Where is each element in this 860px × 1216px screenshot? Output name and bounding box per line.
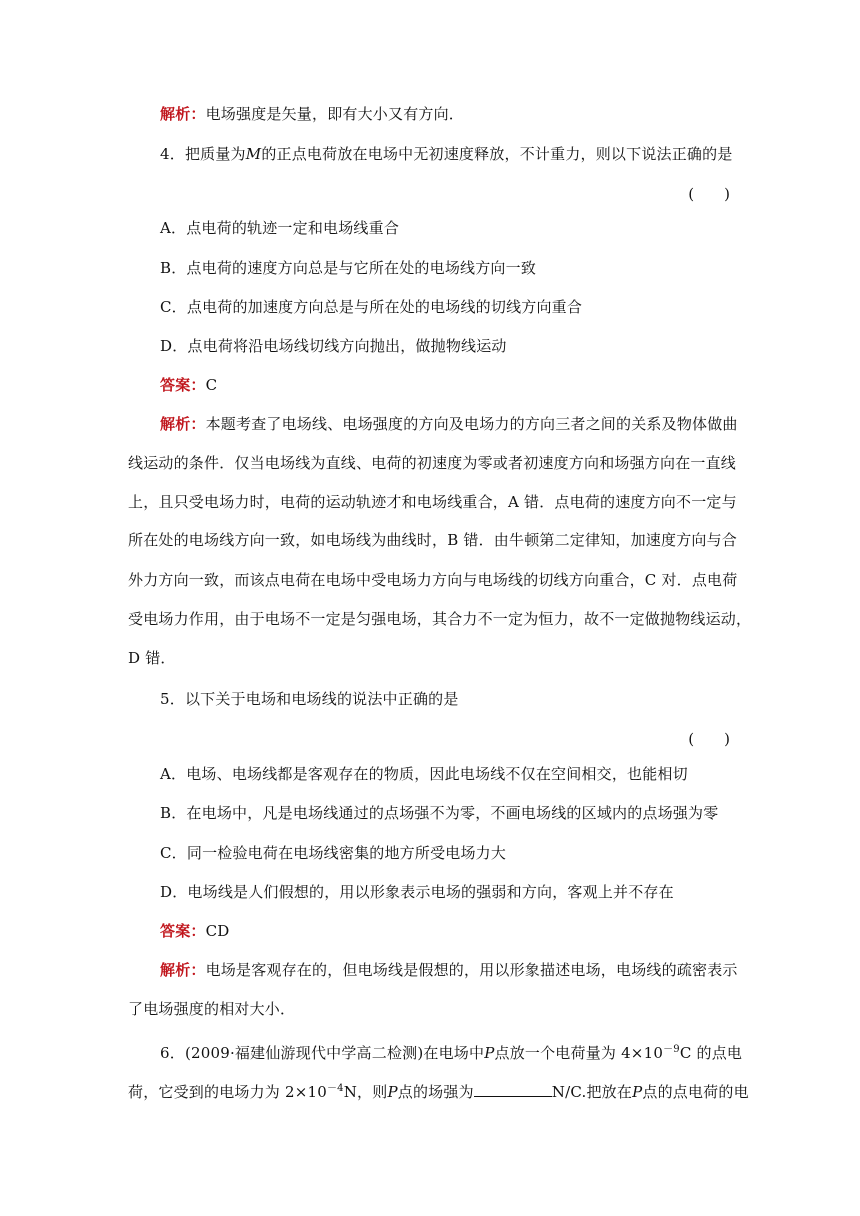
question-5: 5．以下关于电场和电场线的说法中正确的是: [160, 690, 459, 708]
q6-text-c: C 的点电: [679, 1044, 743, 1062]
q4-option-b: B．点电荷的速度方向总是与它所在处的电场线方向一致: [160, 259, 537, 277]
answer-label: 答案：: [160, 376, 206, 394]
explanation-4-line-5: 外力方向一致，而该点电荷在电场中受电场力方向与电场线的切线方向重合，C 对．点电荷: [128, 571, 738, 589]
explanation-text: 电场强度是矢量，即有大小又有方向．: [205, 105, 465, 123]
q6-exponent-1: －9: [663, 1044, 680, 1055]
fill-blank: [474, 1082, 552, 1097]
explanation-5-line-2: 了电场强度的相对大小．: [128, 1000, 296, 1018]
explanation-4-line-4: 所在处的电场线方向一致，如电场线为曲线时，B 错．由牛顿第二定律知，加速度方向与合: [128, 531, 737, 549]
q5-option-d: D．电场线是人们假想的，用以形象表示电场的强弱和方向，客观上并不存在: [160, 883, 674, 901]
q4-option-d: D．点电荷将沿电场线切线方向抛出，做抛物线运动: [160, 337, 507, 355]
explanation-label: 解析：: [160, 961, 206, 979]
explanation-3: [160, 104, 730, 124]
question-6-line-1: [160, 1040, 743, 1063]
answer-5: [160, 921, 730, 941]
q6-text-e: N，则: [343, 1083, 388, 1101]
q6-text-d: 荷，它受到的电场力为 2×10: [128, 1083, 327, 1101]
explanation-label: 解析：: [160, 415, 206, 433]
explanation-4-line-3: 上，且只受电场力时，电荷的运动轨迹才和电场线重合，A 错．点电荷的速度方向不一定与: [128, 493, 737, 511]
question-6-line-2: [128, 1079, 749, 1102]
q6-text-b: 点放一个电荷量为 4×10: [494, 1044, 664, 1062]
explanation-5-line-1: [160, 960, 738, 980]
q4-text-b: 的正点电荷放在电场中无初速度释放，不计重力，则以下说法正确的是: [261, 145, 733, 163]
q6-text-h: 点的点电荷的电: [642, 1083, 749, 1101]
answer-blank-5: ( ): [688, 730, 730, 748]
explanation-label: 解析：: [160, 105, 206, 123]
explanation-4-line-1: [160, 414, 738, 434]
q4-option-a: A．点电荷的轨迹一定和电场线重合: [160, 219, 400, 237]
explanation-text: 本题考查了电场线、电场强度的方向及电场力的方向三者之间的关系及物体做曲: [205, 415, 738, 433]
q6-text-g: N/C.把放在: [551, 1083, 633, 1101]
q4-variable-m: M: [245, 145, 262, 163]
q4-text-a: 4．把质量为: [160, 145, 246, 163]
q6-text-a: 6．(2009·福建仙游现代中学高二检测)在电场中: [160, 1044, 485, 1062]
explanation-4-line-2: 线运动的条件．仅当电场线为直线、电荷的初速度为零或者初速度方向和场强方向在一直线: [128, 454, 737, 472]
question-4: [160, 144, 733, 164]
q4-option-c: C．点电荷的加速度方向总是与所在处的电场线的切线方向重合: [160, 298, 583, 316]
answer-value: CD: [205, 922, 230, 940]
q6-variable-p: P: [484, 1044, 495, 1062]
explanation-4-line-7: D 错．: [128, 649, 176, 667]
q6-variable-p2: P: [387, 1083, 398, 1101]
answer-blank-4: ( ): [688, 185, 730, 203]
q6-exponent-2: －4: [326, 1083, 344, 1094]
q5-option-b: B．在电场中，凡是电场线通过的点场强不为零，不画电场线的区域内的点场强为零: [160, 804, 719, 822]
q6-text-f: 点的场强为: [397, 1083, 474, 1101]
q5-option-a: A．电场、电场线都是客观存在的物质，因此电场线不仅在空间相交，也能相切: [160, 765, 688, 783]
explanation-4-line-6: 受电场力作用，由于电场不一定是匀强电场，其合力不一定为恒力，故不一定做抛物线运动，: [128, 610, 752, 628]
answer-4: [160, 375, 730, 395]
answer-label: 答案：: [160, 922, 206, 940]
q5-option-c: C．同一检验电荷在电场线密集的地方所受电场力大: [160, 844, 507, 862]
answer-value: C: [205, 376, 218, 394]
explanation-text: 电场是客观存在的，但电场线是假想的，用以形象描述电场，电场线的疏密表示: [205, 961, 738, 979]
q6-variable-p3: P: [632, 1083, 643, 1101]
